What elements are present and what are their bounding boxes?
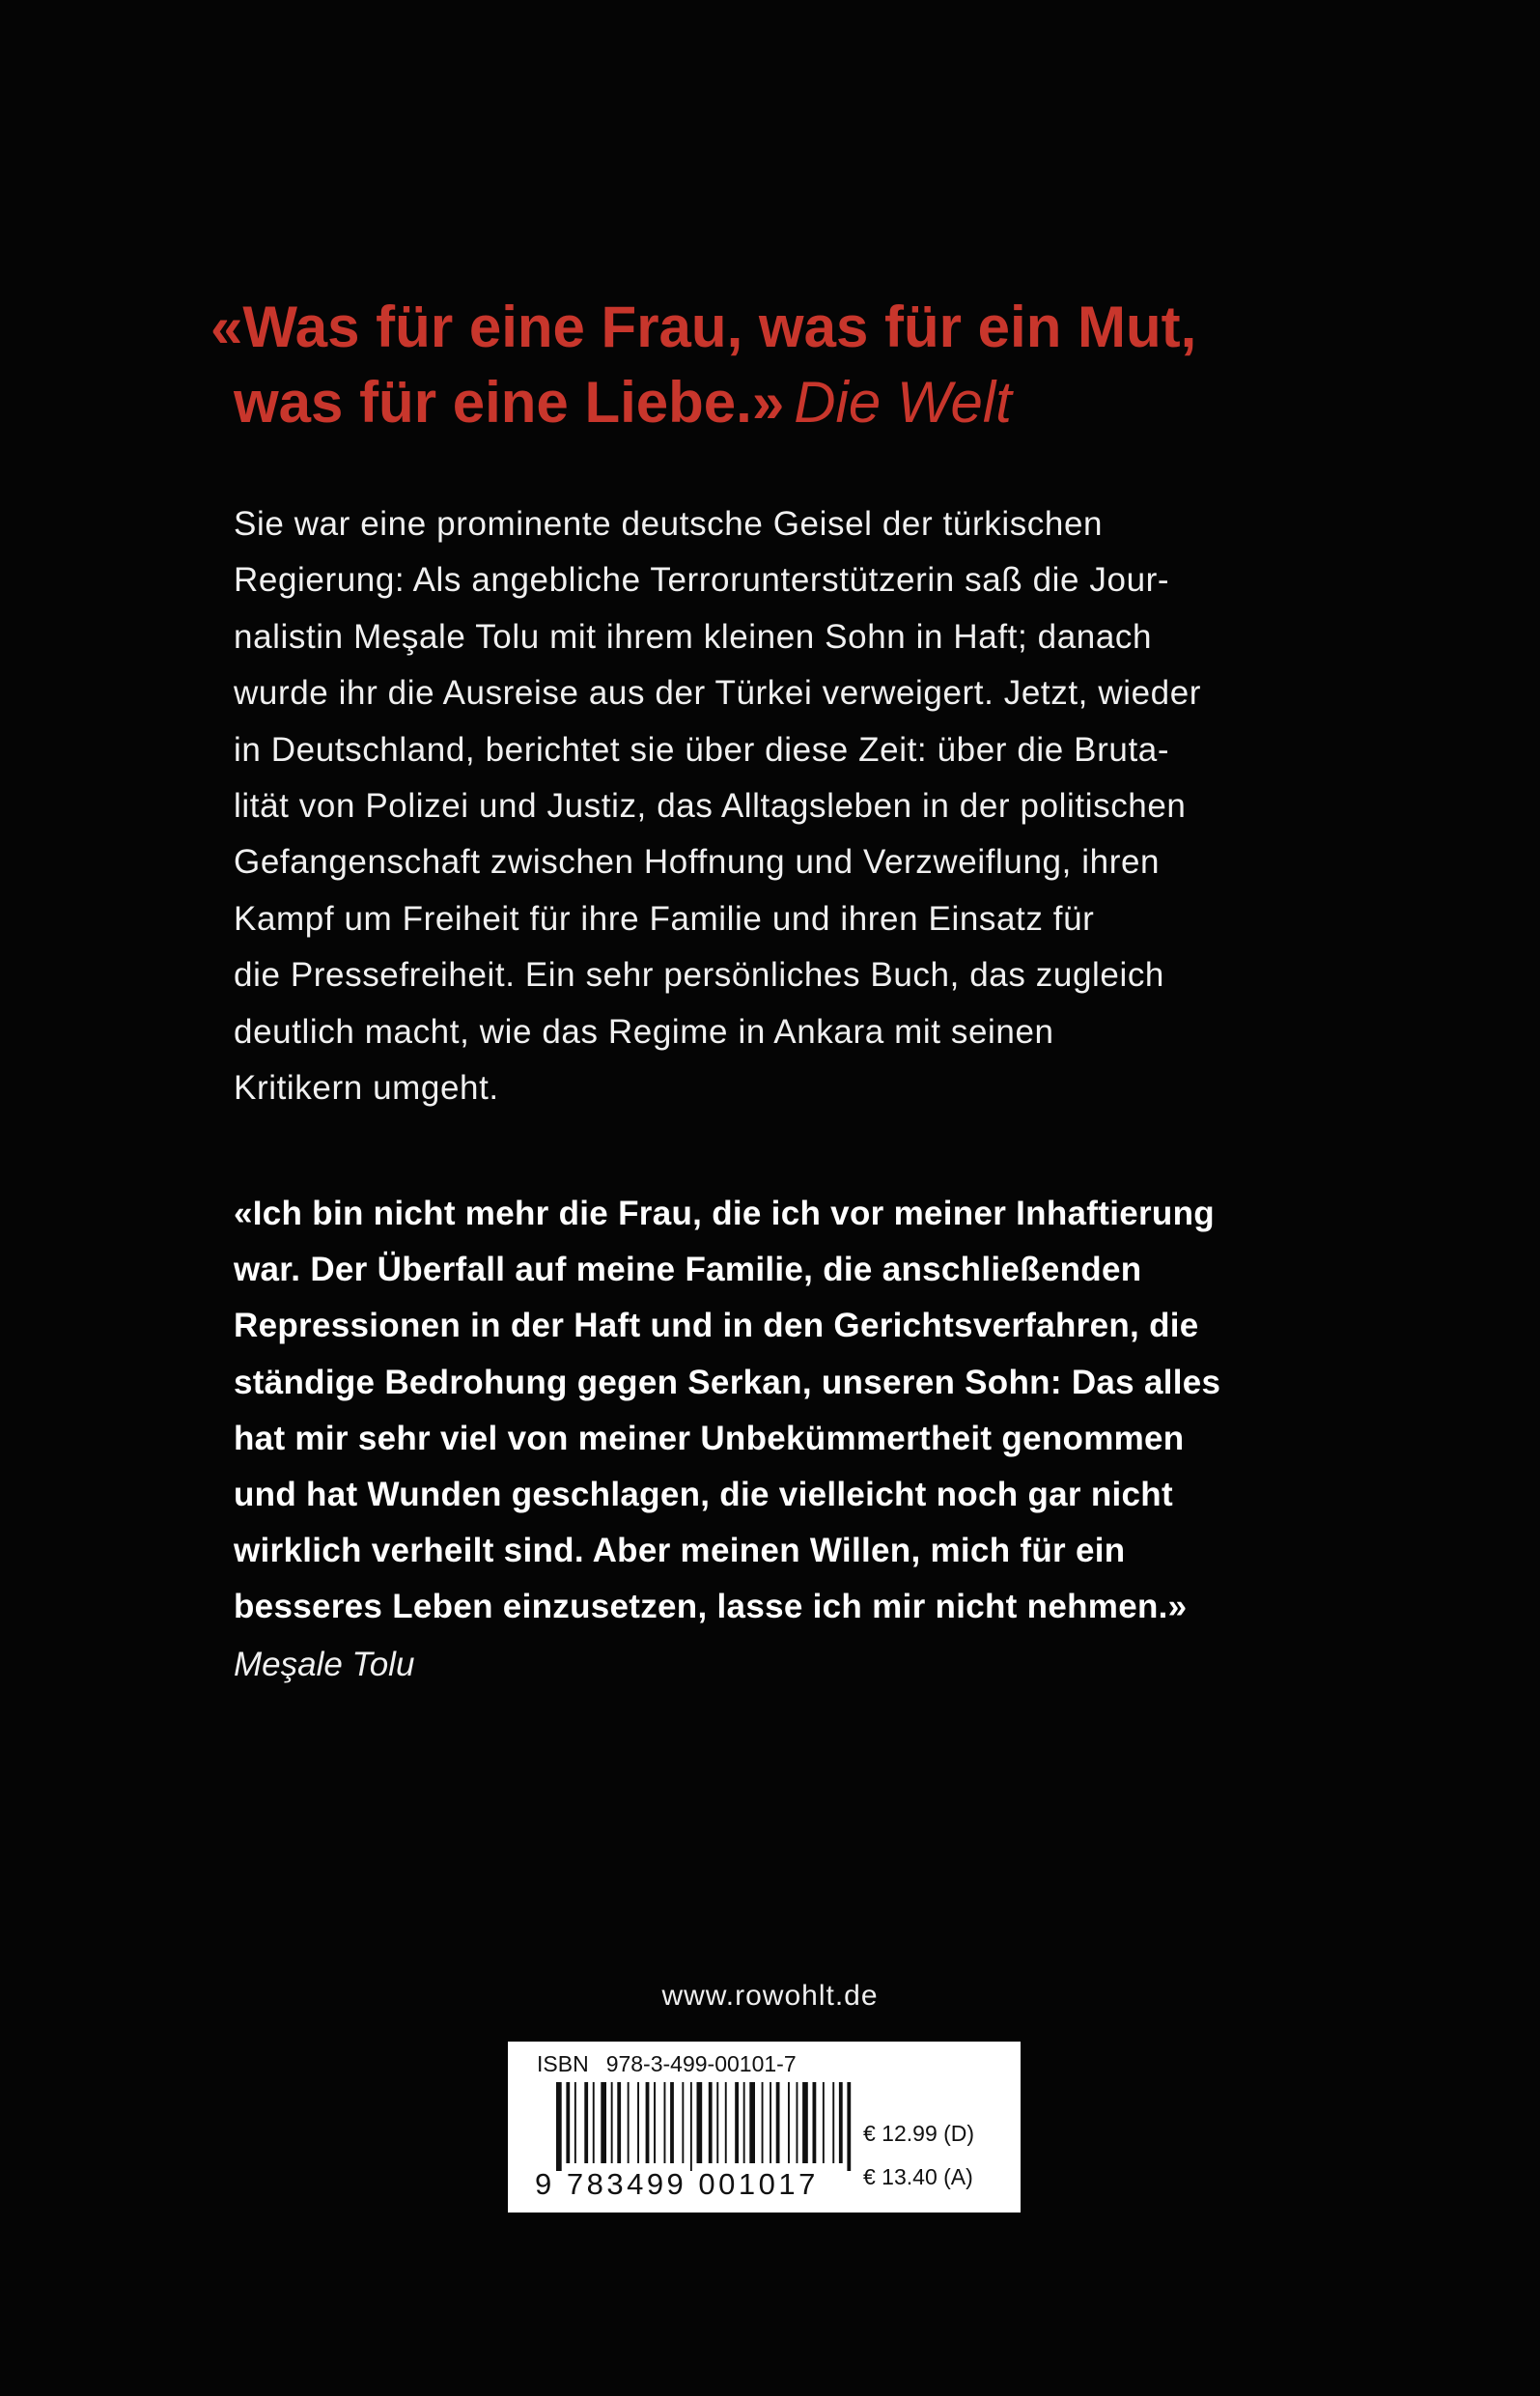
barcode-bar bbox=[735, 2082, 739, 2163]
barcode-bar bbox=[628, 2082, 630, 2163]
barcode-bar bbox=[601, 2082, 606, 2163]
headline-line-2-text: was für eine Liebe.» bbox=[234, 370, 785, 435]
barcode-bar bbox=[770, 2082, 771, 2163]
barcode-bar bbox=[788, 2082, 790, 2163]
barcode-bar bbox=[762, 2082, 764, 2163]
author-quote bbox=[234, 1186, 1334, 1636]
barcode-bar bbox=[593, 2082, 595, 2163]
blurb-line: Sie war eine prominente deutsche Geisel der türkischen bbox=[234, 505, 1104, 543]
blurb-line: deutlich macht, wie das Regime in Ankara mit seinen bbox=[234, 1012, 1054, 1051]
barcode-bar bbox=[709, 2082, 713, 2163]
blurb-line: Kritikern umgeht. bbox=[234, 1069, 499, 1108]
blurb-line: Gefangenschaft zwischen Hoffnung und Verzweiflung, ihren bbox=[234, 843, 1161, 882]
blurb-line: lität von Polizei und Justiz, das Alltagsleben in der politischen bbox=[234, 787, 1187, 826]
quote-line: ständige Bedrohung gegen Serkan, unseren Sohn: Das alles bbox=[234, 1363, 1221, 1401]
blurb-line: Kampf um Freiheit für ihre Familie und ihren Einsatz für bbox=[234, 899, 1095, 938]
blurb-line: wurde ihr die Ausreise aus der Türkei verweigert. Jetzt, wieder bbox=[234, 674, 1202, 713]
barcode-bar bbox=[749, 2082, 755, 2163]
barcode-bar bbox=[725, 2082, 727, 2163]
barcode-bar bbox=[682, 2082, 684, 2163]
publisher-website-link[interactable]: www.rowohlt.de bbox=[661, 1980, 879, 2012]
headline-source: Die Welt bbox=[794, 370, 1012, 435]
barcode-bar bbox=[690, 2082, 692, 2171]
barcode-bar bbox=[646, 2082, 650, 2163]
quote-line: Repressionen in der Haft und in den Gerichtsverfahren, die bbox=[234, 1307, 1199, 1345]
barcode-bar bbox=[697, 2082, 703, 2163]
quote-author: Meşale Tolu bbox=[234, 1646, 415, 1683]
barcode-bar bbox=[813, 2082, 817, 2163]
barcode-bar bbox=[617, 2082, 621, 2163]
isbn-line bbox=[537, 2051, 797, 2077]
barcode-bar bbox=[637, 2082, 639, 2163]
price-germany: € 12.99 (D) bbox=[863, 2121, 975, 2146]
blurb-line: in Deutschland, berichtet sie über diese Zeit: über die Bruta- bbox=[234, 730, 1170, 769]
headline-line-2 bbox=[210, 365, 1350, 440]
blurb-line: die Pressefreiheit. Ein sehr persönliches Buch, das zugleich bbox=[234, 956, 1164, 995]
barcode-bar bbox=[556, 2082, 562, 2171]
blurb-line: nalistin Meşale Tolu mit ihrem kleinen Sohn in Haft; danach bbox=[234, 617, 1153, 656]
barcode-bar bbox=[832, 2082, 834, 2163]
quote-line: war. Der Überfall auf meine Familie, die anschließenden bbox=[234, 1251, 1142, 1289]
barcode-bar bbox=[839, 2082, 843, 2163]
barcode-bar bbox=[823, 2082, 825, 2163]
blurb-paragraph bbox=[234, 496, 1334, 1116]
barcode-bar bbox=[670, 2082, 674, 2163]
quote-line: besseres Leben einzusetzen, lasse ich mir nicht nehmen.» bbox=[234, 1588, 1188, 1626]
barcode-bar bbox=[716, 2082, 718, 2163]
barcode-bar bbox=[847, 2082, 851, 2171]
barcode-bar bbox=[654, 2082, 656, 2163]
barcode-bars-icon bbox=[556, 2082, 855, 2171]
barcode-bar bbox=[566, 2082, 570, 2163]
barcode-bar bbox=[797, 2082, 798, 2163]
isbn-label: ISBN bbox=[537, 2051, 589, 2076]
barcode-bar bbox=[611, 2082, 613, 2163]
barcode-bar bbox=[574, 2082, 576, 2163]
quote-line: wirklich verheilt sind. Aber meinen Willen, mich für ein bbox=[234, 1532, 1126, 1570]
headline-line-1: «Was für eine Frau, was für ein Mut, bbox=[210, 295, 1197, 359]
barcode-bar bbox=[743, 2082, 745, 2163]
barcode-digits: 9 783499 001017 bbox=[535, 2167, 819, 2201]
barcode-label bbox=[508, 2042, 1021, 2213]
price-austria: € 13.40 (A) bbox=[863, 2164, 973, 2189]
quote-line: hat mir sehr viel von meiner Unbekümmertheit genommen bbox=[234, 1419, 1185, 1457]
headline-quote bbox=[210, 290, 1350, 440]
blurb-line: Regierung: Als angebliche Terrorunterstützerin saß die Jour- bbox=[234, 561, 1170, 600]
barcode-bar bbox=[776, 2082, 780, 2163]
barcode-bar bbox=[584, 2082, 588, 2163]
barcode-bar bbox=[802, 2082, 808, 2163]
barcode-bar bbox=[664, 2082, 666, 2163]
quote-line: «Ich bin nicht mehr die Frau, die ich vor meiner Inhaftierung bbox=[234, 1195, 1215, 1232]
quote-line: und hat Wunden geschlagen, die vielleicht noch gar nicht bbox=[234, 1476, 1173, 1514]
isbn-number: 978-3-499-00101-7 bbox=[605, 2051, 797, 2076]
